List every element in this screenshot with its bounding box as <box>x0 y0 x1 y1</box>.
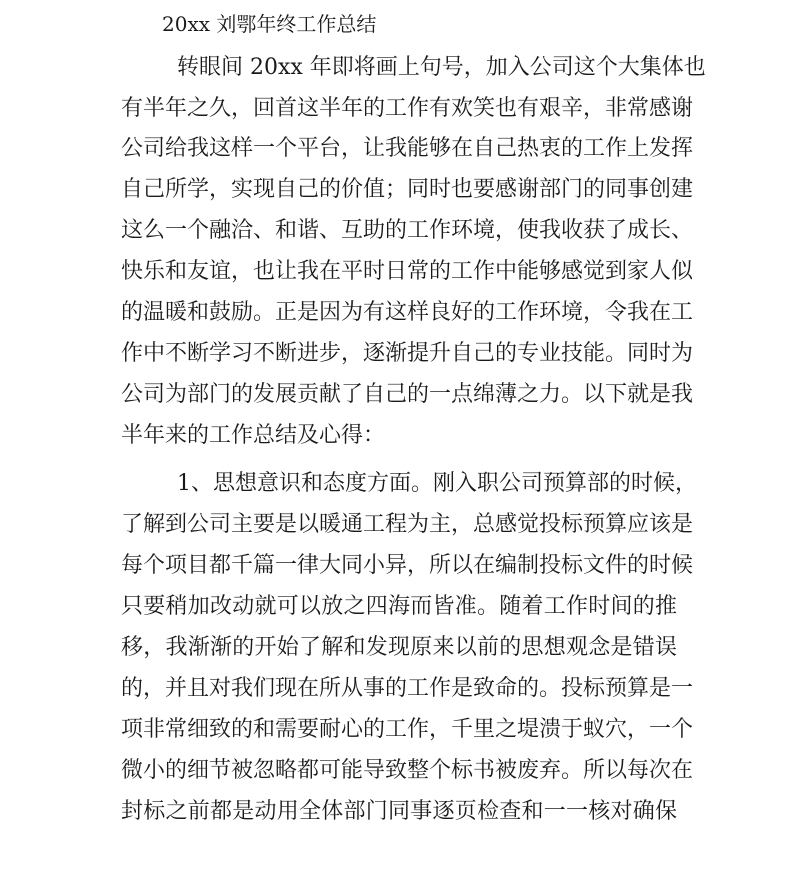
paragraph-line: 1、思想意识和态度方面。刚入职公司预算部的时候， <box>177 471 697 496</box>
paragraph-line: 转眼间 20xx 年即将画上句号，加入公司这个大集体也 <box>177 55 706 80</box>
paragraph-line: 每个项目都千篇一律大同小异，所以在编制投标文件的时候 <box>121 553 694 578</box>
paragraph-line: 移，我渐渐的开始了解和发现原来以前的思想观念是错误 <box>121 635 677 660</box>
paragraph-line: 这么一个融洽、和谐、互助的工作环境，使我收获了成长、 <box>121 218 694 243</box>
paragraph-line: 有半年之久，回首这半年的工作有欢笑也有艰辛，非常感谢 <box>121 96 694 121</box>
paragraph-line: 自己所学，实现自己的价值；同时也要感谢部门的同事创建 <box>121 177 694 202</box>
document-title: 20xx 刘鄂年终工作总结 <box>162 12 377 36</box>
paragraph-line: 微小的细节被忽略都可能导致整个标书被废弃。所以每次在 <box>121 758 694 783</box>
paragraph-line: 只要稍加改动就可以放之四海而皆准。随着工作时间的推 <box>121 594 677 619</box>
paragraph-line: 公司给我这样一个平台，让我能够在自己热衷的工作上发挥 <box>121 136 694 161</box>
paragraph-line: 快乐和友谊，也让我在平时日常的工作中能够感觉到家人似 <box>121 259 694 284</box>
paragraph-line: 了解到公司主要是以暖通工程为主，总感觉投标预算应该是 <box>121 512 694 537</box>
paragraph-line: 封标之前都是动用全体部门同事逐页检查和一一核对确保 <box>121 799 677 824</box>
paragraph-line: 的，并且对我们现在所从事的工作是致命的。投标预算是一 <box>121 676 694 701</box>
paragraph-line: 的温暖和鼓励。正是因为有这样良好的工作环境，令我在工 <box>121 300 694 325</box>
paragraph-line: 公司为部门的发展贡献了自己的一点绵薄之力。以下就是我 <box>121 382 694 407</box>
paragraph-line: 项非常细致的和需要耐心的工作，千里之堤溃于蚁穴，一个 <box>121 717 694 742</box>
paragraph-line: 半年来的工作总结及心得： <box>121 423 386 448</box>
paragraph-line: 作中不断学习不断进步，逐渐提升自己的专业技能。同时为 <box>121 341 694 366</box>
